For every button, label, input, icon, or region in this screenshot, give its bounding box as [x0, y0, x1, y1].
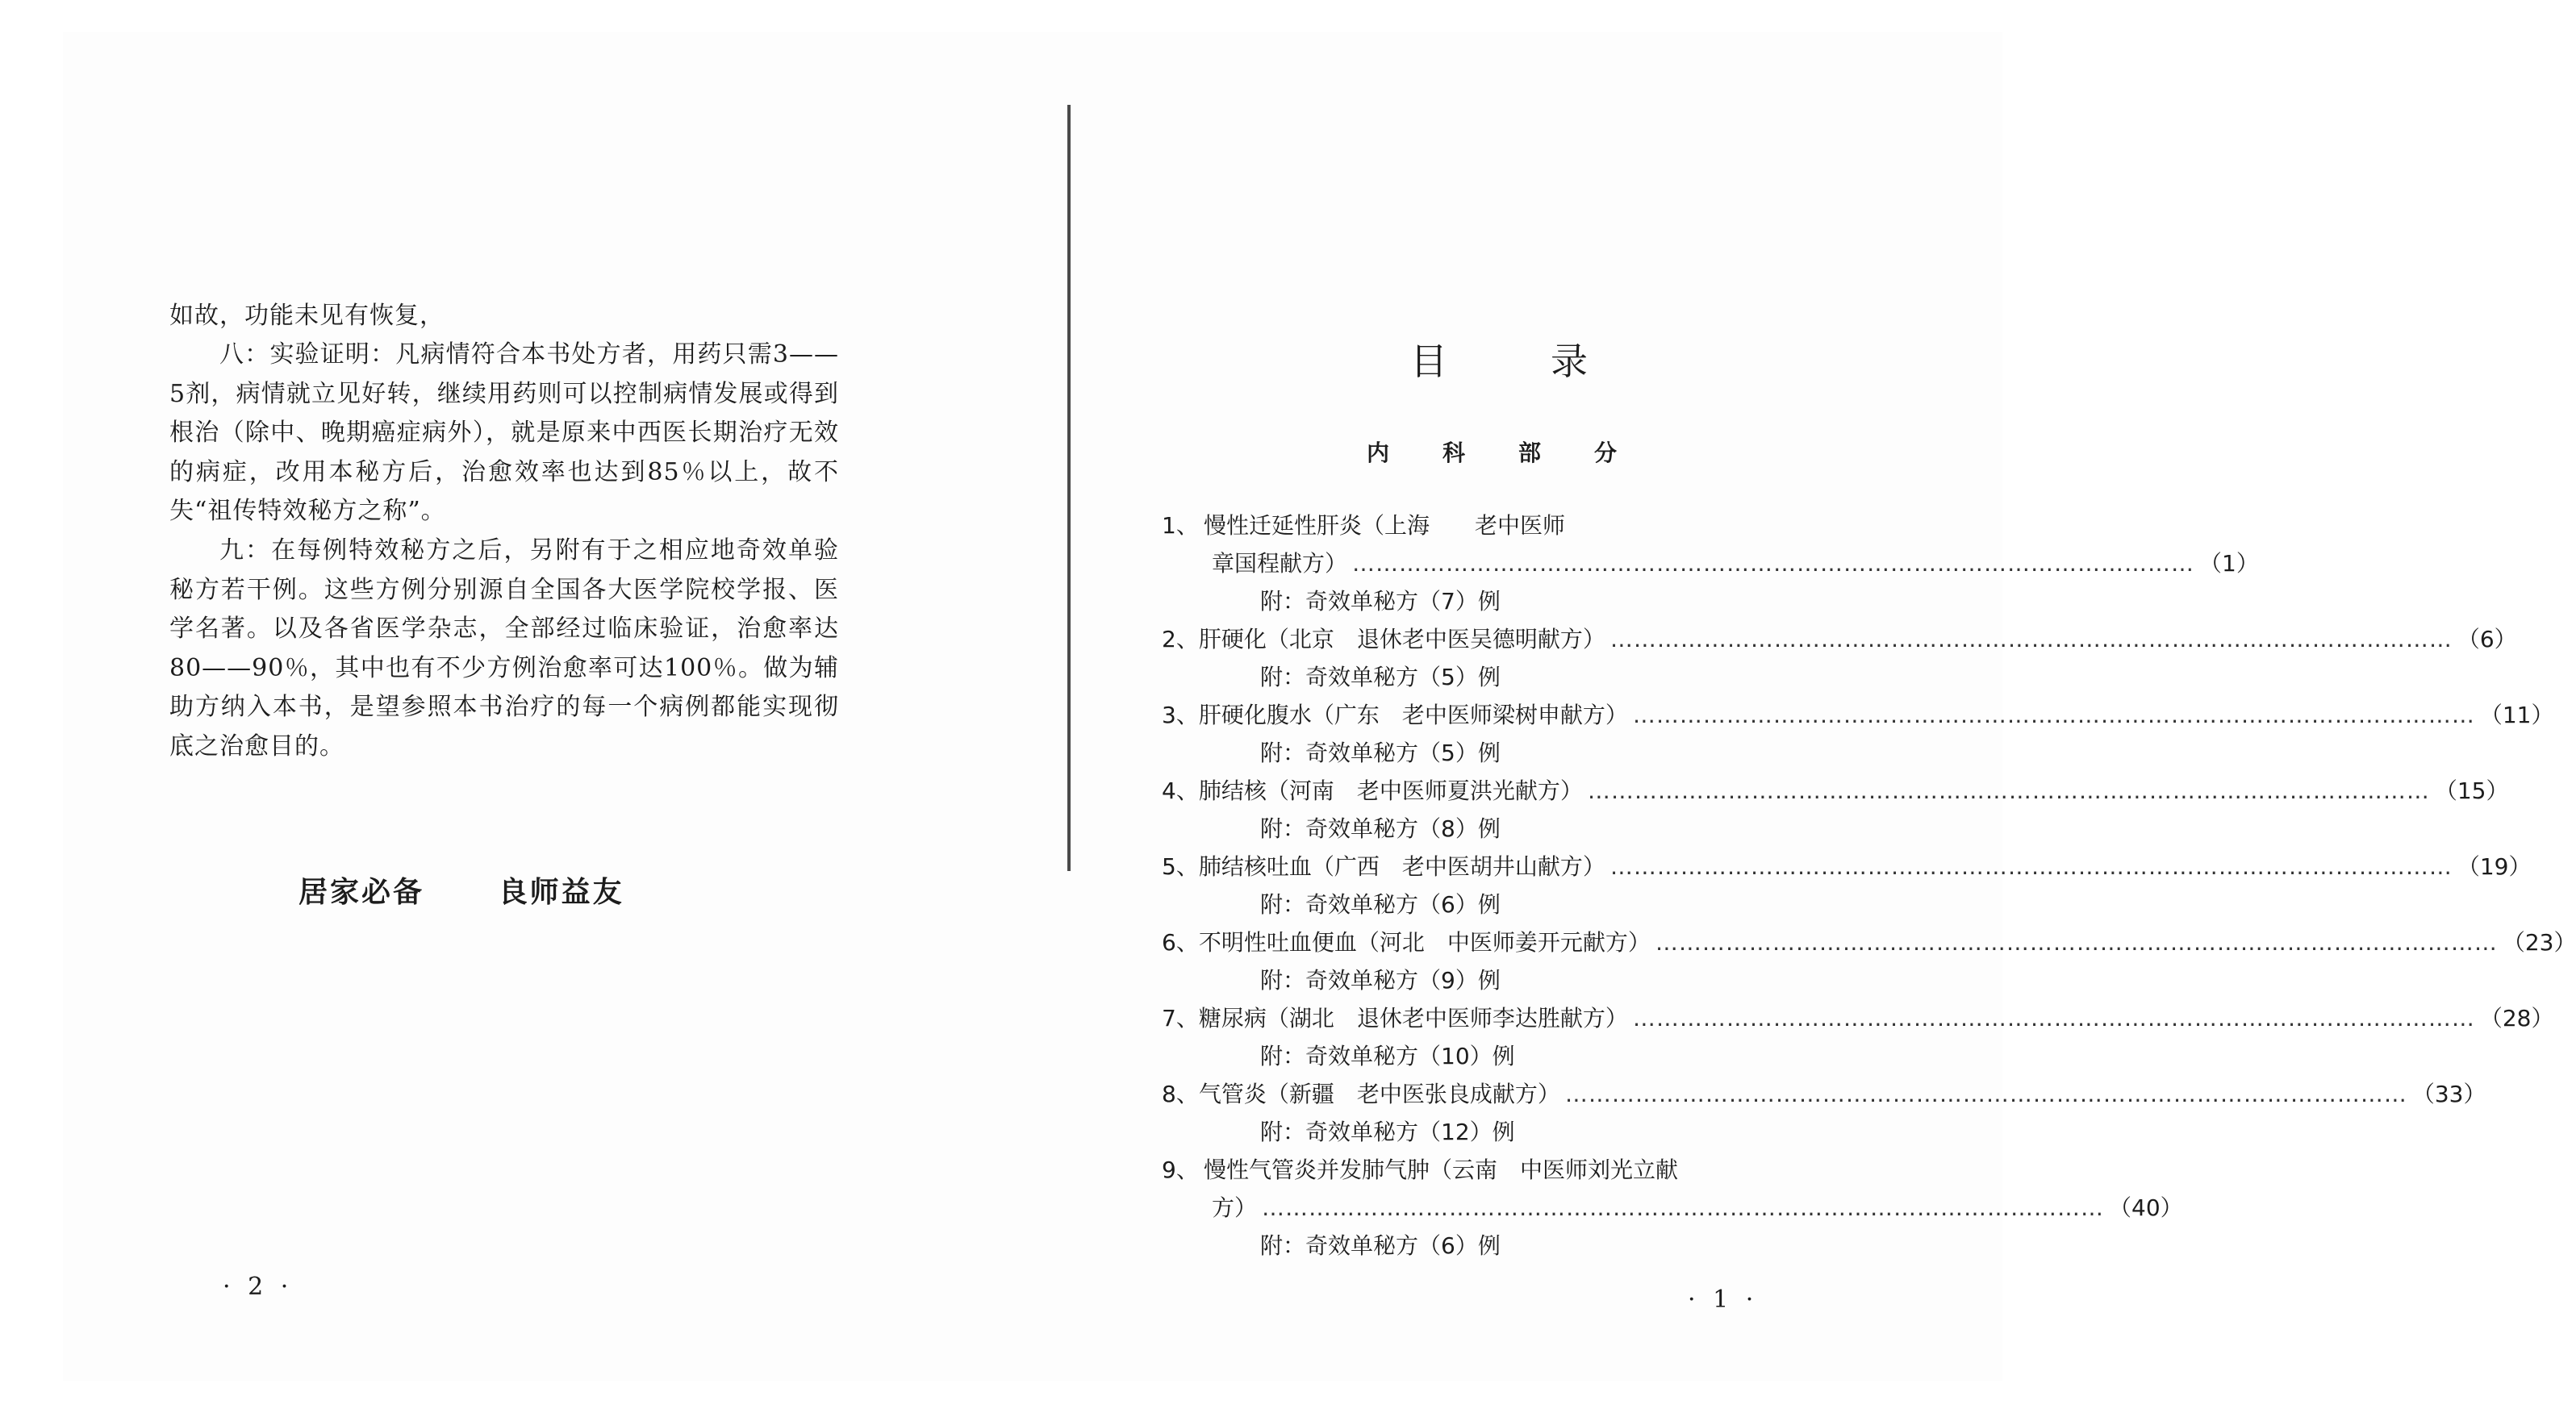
- toc-entry-line: [1162, 961, 1807, 999]
- toc-entry: [1162, 1151, 2183, 1265]
- toc-entry-line: [1162, 544, 2259, 582]
- toc-entry-line: [1162, 1189, 2183, 1227]
- toc-entry-number: 2、: [1162, 626, 1199, 652]
- section-heading-char: 内: [1367, 440, 1390, 466]
- toc-entry-line: [1162, 848, 2532, 886]
- toc-entry-line: [1162, 810, 1807, 848]
- toc-entry-number: 5、: [1162, 853, 1199, 880]
- table-of-contents: [1162, 506, 2576, 1265]
- toc-entry-line: [1162, 1227, 1807, 1265]
- dot-leader: ………………………………………………………………………………………………: [1632, 1005, 2475, 1032]
- toc-entry: [1162, 923, 2576, 999]
- dot-leader: ………………………………………………………………………………………………: [1352, 550, 2195, 577]
- toc-entry-line: [1162, 658, 1807, 696]
- toc-entry-line: [1162, 999, 2554, 1037]
- toc-entry-title: 气管炎（新疆 老中医张良成献方）: [1198, 1081, 1560, 1107]
- dot-leader: ………………………………………………………………………………………………: [1587, 777, 2430, 804]
- dot-leader: ………………………………………………………………………………………………: [1655, 929, 2498, 956]
- toc-entry-page: （19）: [2457, 853, 2532, 880]
- page-number-left: · 2 ·: [223, 1273, 294, 1301]
- toc-entry-line: [1162, 1151, 1807, 1189]
- toc-entry-title: 肝硬化（北京 退休老中医吴德明献方）: [1198, 626, 1605, 652]
- paragraph-eight: 八：实验证明：凡病情符合本书处方者，用药只需3——5剂，病情就立见好转，继续用药则可以控制病情发展或得到根治（除中、晚期癌症病外），就是原来中西医长期治疗无效的病症，改用本秘方后，治愈效率也达到85％以上，故不失“祖传特效秘方之称”。: [169, 340, 839, 525]
- toc-entry-line: [1162, 620, 2517, 658]
- paragraph-continued: 如故，功能未见有恢复，: [169, 302, 445, 330]
- paragraph-nine: 九：在每例特效秘方之后，另附有于之相应地奇效单验秘方若干例。这些方例分别源自全国各大医学院校学报、医学名著。以及各省医学杂志，全部经过临床验证，治愈率达80——90％，其中也有不少方例治愈率可达100％。做为辅助方纳入本书，是望参照本书治疗的每一个病例都能实现彻底之治愈目的。: [169, 536, 839, 761]
- toc-entry-line: [1162, 923, 2576, 961]
- toc-entry-title-cont: 章国程献方）: [1212, 550, 1348, 577]
- toc-entry: [1162, 848, 2532, 923]
- dot-leader: ………………………………………………………………………………………………: [1632, 702, 2475, 728]
- toc-entry-appendix: 附：奇效单秘方（5）例: [1260, 664, 1501, 690]
- page-gutter: [1067, 105, 1071, 871]
- toc-entry-page: （33）: [2411, 1081, 2486, 1107]
- toc-entry-line: [1162, 1075, 2486, 1113]
- toc-entry-line: [1162, 582, 1807, 620]
- toc-entry-page: （40）: [2109, 1194, 2183, 1221]
- toc-entry-appendix: 附：奇效单秘方（7）例: [1260, 588, 1501, 615]
- toc-entry: [1162, 772, 2509, 848]
- slogan-part-2: 良师益友: [498, 876, 624, 909]
- toc-entry: [1162, 696, 2554, 772]
- dot-leader: ………………………………………………………………………………………………: [1564, 1081, 2407, 1107]
- toc-entry-line: [1162, 886, 1807, 923]
- toc-title-char: 目: [1410, 340, 1447, 383]
- toc-entry-page: （15）: [2434, 777, 2509, 804]
- toc-entry: [1162, 620, 2517, 696]
- dot-leader: ………………………………………………………………………………………………: [1609, 626, 2453, 652]
- toc-entry-appendix: 附：奇效单秘方（6）例: [1260, 891, 1501, 918]
- toc-entry-line: [1162, 1113, 1807, 1151]
- dot-leader: ………………………………………………………………………………………………: [1609, 853, 2453, 880]
- toc-entry-number: 7、: [1162, 1005, 1199, 1032]
- toc-entry-page: （1）: [2199, 550, 2259, 577]
- toc-entry-number: 6、: [1162, 929, 1199, 956]
- toc-entry: [1162, 1075, 2486, 1151]
- toc-entry-title: 慢性迁延性肝炎（上海 老中医师: [1204, 512, 1566, 539]
- toc-entry-appendix: 附：奇效单秘方（10）例: [1260, 1043, 1515, 1069]
- toc-entry: [1162, 999, 2554, 1075]
- toc-entry-line: [1162, 734, 1807, 772]
- slogan: [299, 869, 653, 911]
- toc-entry-appendix: 附：奇效单秘方（5）例: [1260, 740, 1501, 766]
- section-heading: [1367, 436, 1617, 468]
- toc-entry-title: 慢性气管炎并发肺气肿（云南 中医师刘光立献: [1204, 1157, 1679, 1183]
- section-heading-char: 科: [1442, 440, 1465, 466]
- toc-entry-number: 1、: [1162, 512, 1199, 539]
- toc-entry-number: 8、: [1162, 1081, 1199, 1107]
- toc-entry-line: [1162, 1037, 1807, 1075]
- toc-entry-title: 糖尿病（湖北 退休老中医师李达胜献方）: [1198, 1005, 1628, 1032]
- toc-entry-number: 9、: [1162, 1157, 1199, 1183]
- toc-entry-number: 3、: [1162, 702, 1199, 728]
- slogan-part-1: 居家必备: [299, 876, 425, 909]
- toc-title-char: 录: [1551, 340, 1588, 383]
- toc-entry-line: [1162, 772, 2509, 810]
- toc-entry-title-cont: 方）: [1212, 1194, 1258, 1221]
- section-heading-char: 部: [1518, 440, 1541, 466]
- toc-entry-appendix: 附：奇效单秘方（9）例: [1260, 967, 1501, 994]
- toc-entry-appendix: 附：奇效单秘方（8）例: [1260, 815, 1501, 842]
- toc-entry-number: 4、: [1162, 777, 1199, 804]
- toc-entry-title: 肝硬化腹水（广东 老中医师梁树申献方）: [1198, 702, 1628, 728]
- toc-entry-title: 肺结核吐血（广西 老中医胡井山献方）: [1198, 853, 1605, 880]
- toc-entry-line: [1162, 506, 1807, 544]
- toc-entry-page: （6）: [2457, 626, 2517, 652]
- toc-entry-page: （28）: [2479, 1005, 2554, 1032]
- page-number-right: · 1 ·: [1688, 1286, 1759, 1314]
- toc-title: [1410, 332, 1588, 386]
- toc-entry-line: [1162, 696, 2554, 734]
- toc-entry-page: （23）: [2502, 929, 2576, 956]
- toc-entry-appendix: 附：奇效单秘方（6）例: [1260, 1232, 1501, 1259]
- toc-entry-title: 肺结核（河南 老中医师夏洪光献方）: [1198, 777, 1583, 804]
- toc-entry: [1162, 506, 2259, 620]
- toc-entry-title: 不明性吐血便血（河北 中医师姜开元献方）: [1198, 929, 1651, 956]
- toc-entry-appendix: 附：奇效单秘方（12）例: [1260, 1119, 1515, 1145]
- toc-entry-page: （11）: [2479, 702, 2554, 728]
- section-heading-char: 分: [1593, 440, 1617, 466]
- dot-leader: ………………………………………………………………………………………………: [1262, 1194, 2105, 1221]
